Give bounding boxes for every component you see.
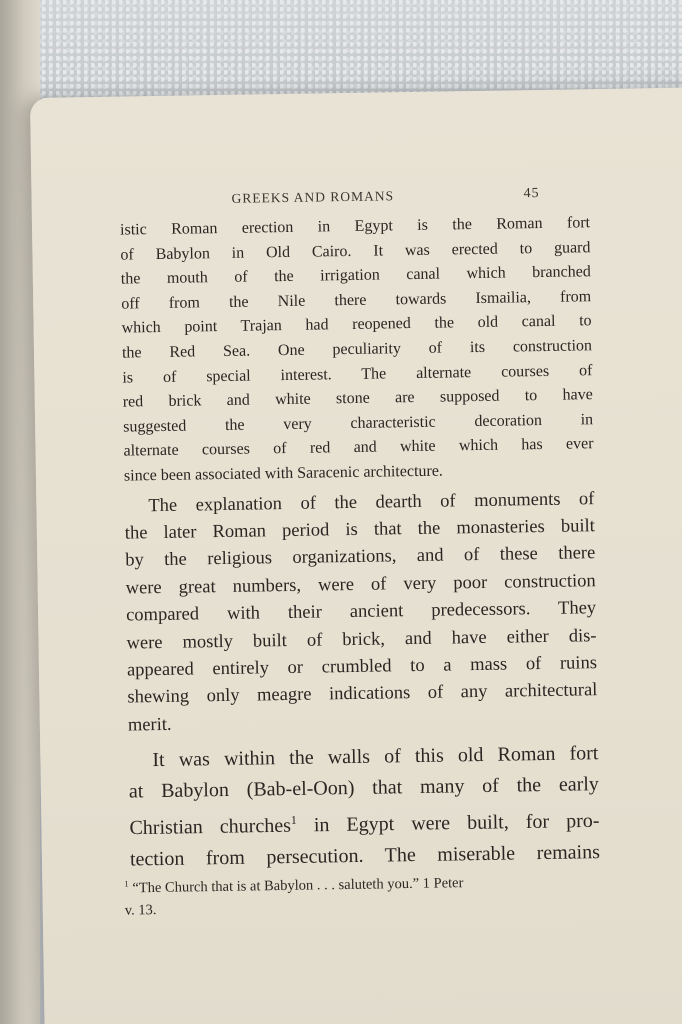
text-line: the later Roman period is that the monasteries built xyxy=(124,516,595,544)
text-line: since been associated with Saracenic architecture. xyxy=(123,462,443,485)
text-line: at Babylon (Bab-el-Oon) that many of the early xyxy=(128,773,600,803)
text-line: tection from persecution. The miserable remains xyxy=(129,840,601,871)
paragraph-2 xyxy=(124,486,598,740)
text-line: the mouth of the irrigation canal which branched xyxy=(120,263,591,288)
footnote-text: “The Church that is at Babylon . . . saluteth you.” 1 Peter xyxy=(132,875,464,897)
paragraph-3 xyxy=(128,738,600,875)
text-line: the Red Sea. One peculiarity of its construction xyxy=(121,337,593,362)
footnote xyxy=(124,865,625,922)
running-title: GREEKS AND ROMANS xyxy=(231,188,395,206)
footnote-line: v. 13. xyxy=(124,901,157,919)
text-line: compared with their ancient predecessors. They xyxy=(125,598,597,626)
text-fragment: Christian churches xyxy=(129,814,292,840)
body-text xyxy=(120,211,600,875)
footnote-marker: 1 xyxy=(124,878,129,889)
text-line: It was within the walls of this old Roman fort xyxy=(152,742,599,772)
footnote-reference: 1 xyxy=(290,813,297,828)
text-line: merit. xyxy=(127,714,172,736)
text-line: alternate courses of red and white which has ever xyxy=(123,435,594,460)
book-page xyxy=(30,87,682,1024)
text-line: red brick and white stone are supposed to have xyxy=(122,386,593,411)
text-line: of Babylon in Old Cairo. It was erected to guard xyxy=(120,238,591,264)
paragraph-1 xyxy=(120,211,594,489)
page-number: 45 xyxy=(523,186,540,202)
text-line: is of special interest. The alternate courses of xyxy=(122,361,593,387)
text-line: istic Roman erection in Egypt is the Roman fort xyxy=(119,214,591,239)
text-fragment: in Egypt were built, for pro- xyxy=(313,809,600,837)
text-line: off from the Nile there towards Ismailia, from xyxy=(121,287,592,313)
text-line: appeared entirely or crumbled to a mass of ruins xyxy=(126,653,598,681)
text-line: The explanation of the dearth of monuments of xyxy=(148,488,595,516)
text-line: suggested the very characteristic decoration in xyxy=(123,410,594,436)
text-line: were great numbers, were of very poor construction xyxy=(125,570,596,599)
text-line: shewing only meagre indications of any architectural xyxy=(127,680,598,708)
text-line: which point Trajan had reopened the old canal to xyxy=(121,312,592,337)
text-line: were mostly built of brick, and have either dis- xyxy=(126,625,597,654)
running-head xyxy=(231,185,611,207)
text-line: by the religious organizations, and of these there xyxy=(125,543,596,571)
